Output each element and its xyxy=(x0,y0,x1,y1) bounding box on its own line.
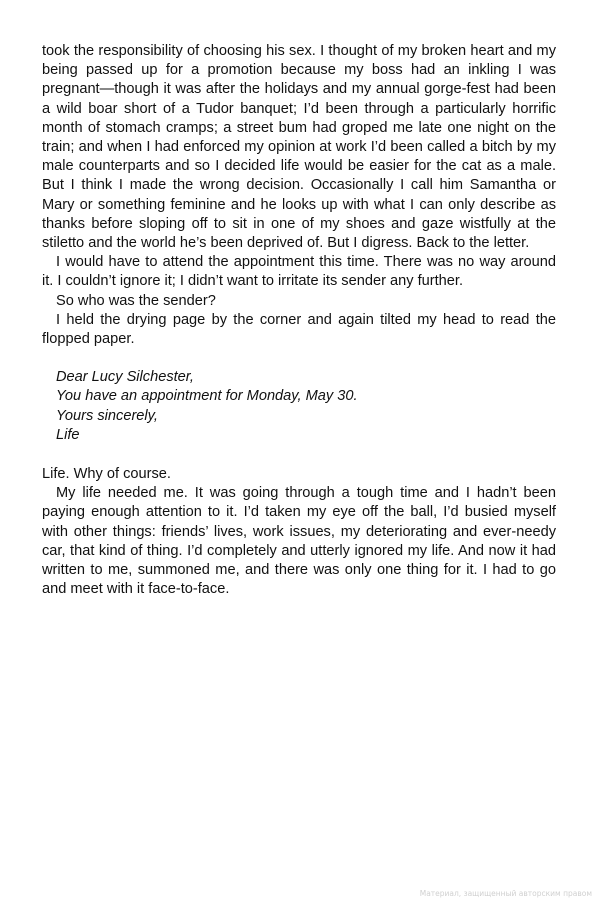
letter-block xyxy=(56,368,556,445)
paragraph-life-needed-me: My life needed me. It was going through a tough time and I hadn’t been paying enough attention to it. I’d taken my eye off the ball, I’d busied myself with other things: friends’ lives, work issues, my deteriorating and ever-needy car, that kind of thing. I’d completely and utterly ignored my life. And now it had written to me, summoned me, and there was only one thing for it. I had to go and meet with it face-to-face. xyxy=(42,485,556,598)
paragraph-drying-page: I held the drying page by the corner and again tilted my head to read the flopped paper. xyxy=(42,311,556,348)
letter-salutation: Dear Lucy Silchester, xyxy=(56,369,194,386)
paragraph-appointment: I would have to attend the appointment this time. There was no way around it. I couldn’t ignore it; I didn’t want to irritate its sender any further. xyxy=(42,254,556,290)
copyright-watermark: Материал, защищенный авторским правом xyxy=(419,889,592,898)
paragraph-life-why: Life. Why of course. xyxy=(42,466,171,483)
paragraph-continued: took the responsibility of choosing his sex. I thought of my broken heart and my being passed up for a promotion because my boss had an inkling I was pregnant—though it was after the holidays and my annual gorge-fest had been a wild boar short of a Tudor banquet; I’d been through a particularly horrific month of stomach cramps; a street bum had groped me late one night on the train; and when I had enforced my opinion at work I’d been called a bitch by my male counterparts and so I decided life would be easier for the cat as a male. But I think I made the wrong decision. Occasionally I call him Samantha or Mary or something feminine and he looks up with what I can only describe as thanks before sloping off to sit in one of my shoes and gaze wistfully at the stiletto and the world he’s been deprived of. But I digress. Back to the letter. xyxy=(42,43,556,252)
letter-signature: Life xyxy=(56,426,80,443)
book-page xyxy=(42,42,556,599)
letter-closing: Yours sincerely, xyxy=(56,407,158,424)
paragraph-sender-question: So who was the sender? xyxy=(56,292,216,309)
letter-message: You have an appointment for Monday, May 30. xyxy=(56,388,358,405)
